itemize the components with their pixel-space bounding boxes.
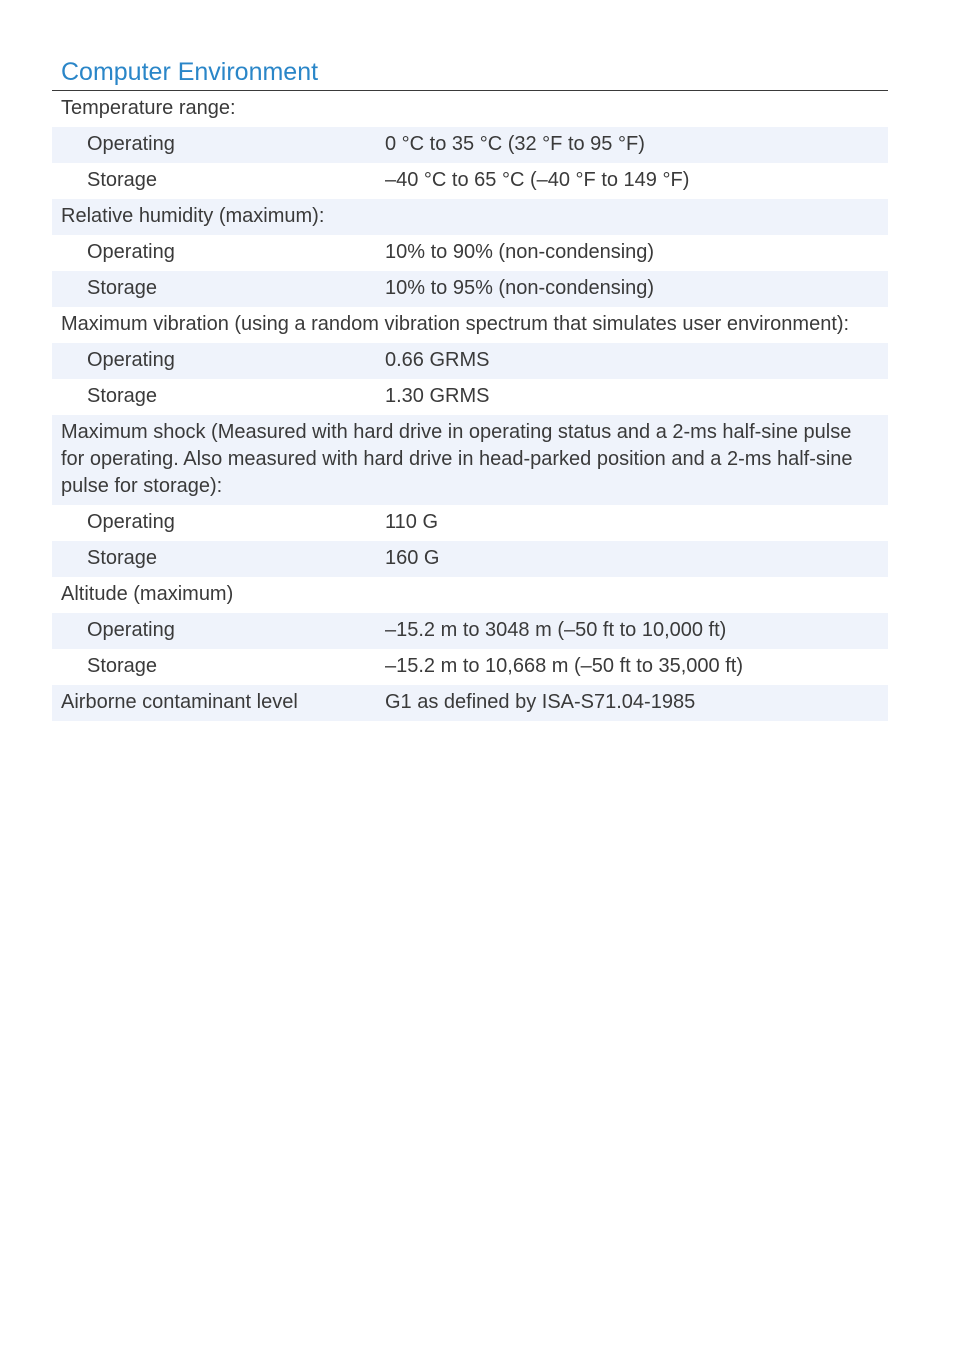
- environment-spec-table: [52, 91, 888, 721]
- spec-sub-row: [52, 649, 888, 685]
- spec-sub-row: [52, 163, 888, 199]
- spec-value: 1.30 GRMS: [385, 385, 490, 407]
- spec-value: 0.66 GRMS: [385, 349, 490, 371]
- spec-pair-row: [52, 685, 888, 721]
- spec-group-label: Relative humidity (maximum):: [61, 205, 325, 227]
- spec-label: Storage: [87, 277, 158, 299]
- section-title: Computer Environment: [52, 56, 888, 91]
- spec-label: Airborne contaminant level: [61, 691, 298, 713]
- spec-label: Storage: [87, 169, 158, 191]
- spec-value: –15.2 m to 10,668 m (–50 ft to 35,000 ft): [385, 655, 743, 677]
- spec-value: –40 °C to 65 °C (–40 °F to 149 °F): [385, 169, 690, 191]
- spec-label: Operating: [87, 511, 175, 533]
- spec-group-row: [52, 199, 888, 235]
- spec-value: G1 as defined by ISA-S71.04-1985: [385, 691, 696, 713]
- spec-group-label: Maximum shock (Measured with hard drive in operating status and a 2-ms half-sine pulse for operating. Also measured with hard drive in head-parked position and a 2-ms half-sine pulse for storage):: [61, 421, 853, 497]
- spec-sub-row: [52, 271, 888, 307]
- spec-sub-row: [52, 379, 888, 415]
- spec-value: –15.2 m to 3048 m (–50 ft to 10,000 ft): [385, 619, 727, 641]
- spec-sub-row: [52, 505, 888, 541]
- spec-group-row: [52, 307, 888, 343]
- spec-value: 10% to 90% (non-condensing): [385, 241, 655, 263]
- spec-group-label: Altitude (maximum): [61, 583, 234, 605]
- spec-value: 160 G: [385, 547, 440, 569]
- spec-group-row: [52, 577, 888, 613]
- spec-label: Operating: [87, 241, 175, 263]
- spec-sub-row: [52, 343, 888, 379]
- spec-label: Storage: [87, 655, 158, 677]
- spec-page: [52, 56, 888, 721]
- spec-sub-row: [52, 613, 888, 649]
- spec-sub-row: [52, 127, 888, 163]
- spec-sub-row: [52, 541, 888, 577]
- spec-group-label: Maximum vibration (using a random vibration spectrum that simulates user environment):: [61, 313, 850, 335]
- spec-value: 10% to 95% (non-condensing): [385, 277, 655, 299]
- spec-value: 110 G: [385, 511, 438, 533]
- spec-label: Storage: [87, 385, 158, 407]
- spec-label: Operating: [87, 619, 175, 641]
- spec-table-body: [52, 91, 888, 721]
- spec-group-row: [52, 415, 888, 505]
- spec-label: Operating: [87, 349, 175, 371]
- spec-label: Operating: [87, 133, 175, 155]
- spec-sub-row: [52, 235, 888, 271]
- spec-label: Storage: [87, 547, 158, 569]
- spec-value: 0 °C to 35 °C (32 °F to 95 °F): [385, 133, 645, 155]
- spec-group-row: [52, 91, 888, 127]
- spec-group-label: Temperature range:: [61, 97, 236, 119]
